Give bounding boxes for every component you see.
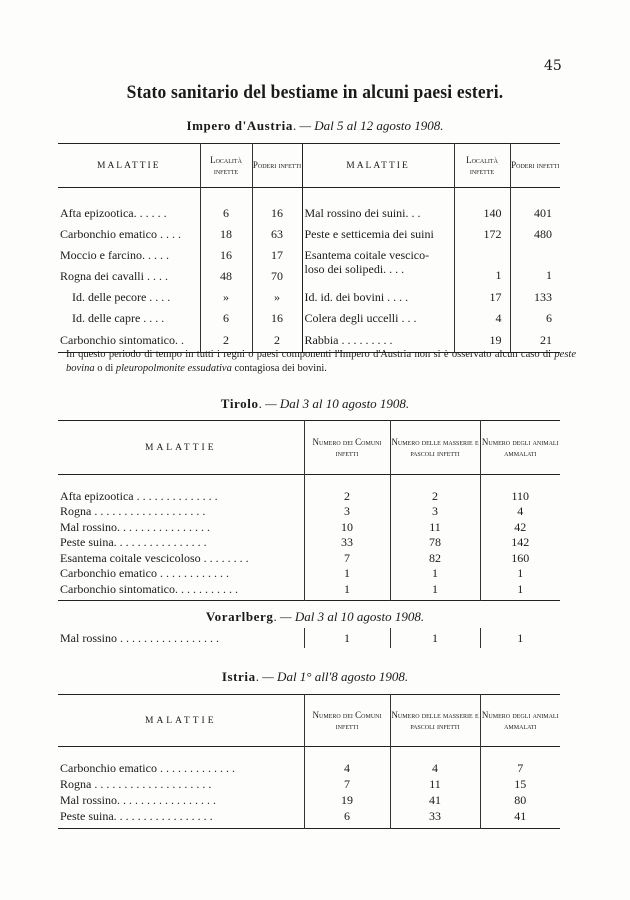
poderi-value: 63 (252, 224, 302, 245)
localita-value: 17 (454, 287, 510, 308)
table-row (58, 504, 560, 520)
tirolo-header-comuni: Numero dei Comuni infetti (304, 421, 390, 475)
table-row (58, 793, 560, 809)
vorarlberg-section-title: Vorarlberg. — Dal 3 al 10 agosto 1908. (205, 609, 425, 624)
disease-name: Mal rossino. . . . . . . . . . . . . . . . (60, 519, 210, 534)
tirolo-header-malattie: MALATTIE (145, 442, 217, 453)
table-row (58, 535, 560, 551)
disease-name: Mal rossino. . . . . . . . . . . . . . . . . (60, 793, 216, 807)
masserie-value: 11 (390, 777, 480, 793)
istria-header-comuni: Numero dei Comuni infetti (304, 695, 390, 747)
table-row (58, 520, 560, 536)
poderi-value: 17 (252, 245, 302, 266)
localita-value: 2 (200, 329, 252, 353)
austria-table (58, 143, 560, 353)
page-title: Stato sanitario del bestiame in alcuni paesi esteri. (126, 82, 504, 103)
localita-value: 6 (200, 308, 252, 329)
comuni-value: 19 (304, 793, 390, 809)
animali-value: 110 (480, 489, 560, 505)
comuni-value: 10 (304, 520, 390, 536)
table-row (58, 628, 560, 648)
animali-value: 1 (480, 628, 560, 648)
disease-name: Peste suina. . . . . . . . . . . . . . . . . (60, 808, 213, 823)
masserie-value: 3 (390, 504, 480, 520)
animali-value: 142 (480, 535, 560, 551)
comuni-value: 2 (304, 489, 390, 505)
localita-value: 48 (200, 266, 252, 287)
poderi-value: 1 (510, 245, 560, 287)
disease-name: Mal rossino dei suini. . . (302, 203, 454, 224)
disease-name: Carbonchio ematico . . . . . . . . . . . . . (60, 761, 235, 775)
masserie-value: 1 (390, 582, 480, 601)
note-text: o di (94, 363, 116, 374)
disease-name: Carbonchio sintomatico. . (60, 332, 184, 347)
disease-name: Colera degli uccelli . . . (302, 308, 454, 329)
istria-table (58, 694, 560, 829)
austria-header-localita-right: Località infette (454, 144, 510, 188)
poderi-value: 401 (510, 203, 560, 224)
masserie-value: 82 (390, 551, 480, 567)
comuni-value: 1 (304, 628, 390, 648)
disease-name: Peste e setticemia dei suini (302, 224, 454, 245)
masserie-value: 4 (390, 761, 480, 777)
istria-country: Istria (221, 669, 256, 684)
disease-name: Rabbia . . . . . . . . . (302, 329, 454, 353)
tirolo-table (58, 420, 560, 601)
istria-dates: — Dal 1° all'8 agosto 1908. (262, 669, 409, 684)
masserie-value: 33 (390, 809, 480, 829)
austria-dates: — Dal 5 al 12 agosto 1908. (299, 118, 444, 133)
disease-name: Id. id. dei bovini . . . . (302, 287, 454, 308)
austria-header-malattie-right: MALATTIE (302, 144, 454, 188)
table-row (58, 777, 560, 793)
page-number: 45 (544, 58, 562, 74)
table-row (58, 489, 560, 505)
table-row (58, 245, 560, 266)
disease-name-line2: loso dei solipedi. . . . (304, 261, 405, 276)
comuni-value: 6 (304, 809, 390, 829)
austria-section-title: Impero d'Austria. — Dal 5 al 12 agosto 1908. (186, 118, 444, 133)
poderi-value: 480 (510, 224, 560, 245)
disease-name: Afta epizootica . . . . . . . . . . . . . . (60, 488, 218, 503)
animali-value: 1 (480, 566, 560, 582)
comuni-value: 7 (304, 551, 390, 567)
animali-value: 7 (480, 761, 560, 777)
table-row (58, 566, 560, 582)
comuni-value: 4 (304, 761, 390, 777)
tirolo-section-title: Tirolo. — Dal 3 al 10 agosto 1908. (220, 396, 410, 411)
comuni-value: 3 (304, 504, 390, 520)
tirolo-header-masserie: Numero delle masserie e pascoli infetti (390, 421, 480, 475)
poderi-value: 21 (510, 329, 560, 353)
localita-value: 16 (200, 245, 252, 266)
tirolo-dates: — Dal 3 al 10 agosto 1908. (265, 396, 410, 411)
disease-name: Moccio e farcino. . . . . (60, 247, 169, 262)
animali-value: 41 (480, 809, 560, 829)
disease-name: Peste suina. . . . . . . . . . . . . . . . (60, 535, 207, 550)
table-row (58, 308, 560, 329)
disease-name: Afta epizootica. . . . . . (60, 205, 167, 220)
poderi-value: 16 (252, 308, 302, 329)
poderi-value: 16 (252, 203, 302, 224)
austria-header-poderi-left: Poderi infetti (252, 144, 302, 188)
table-row (58, 809, 560, 829)
localita-value: 6 (200, 203, 252, 224)
disease-name-line1: Esantema coitale vescico- (304, 247, 430, 262)
disease-name: Rogna . . . . . . . . . . . . . . . . . . . (60, 504, 206, 519)
vorarlberg-country: Vorarlberg (205, 609, 274, 624)
istria-header-malattie: MALATTIE (145, 715, 217, 726)
disease-name: Rogna . . . . . . . . . . . . . . . . . . . . (60, 777, 212, 791)
austria-country: Impero d'Austria (186, 118, 293, 133)
animali-value: 42 (480, 520, 560, 536)
animali-value: 15 (480, 777, 560, 793)
istria-section-title: Istria. — Dal 1° all'8 agosto 1908. (221, 669, 409, 684)
istria-header-animali: Numero degli animali ammalati (480, 695, 560, 747)
localita-value: 172 (454, 224, 510, 245)
localita-value: 140 (454, 203, 510, 224)
disease-name: Id. delle pecore . . . . (72, 289, 171, 304)
disease-name: Esantema coitale vescicoloso . . . . . . . . (60, 550, 249, 565)
animali-value: 160 (480, 551, 560, 567)
note-italic-pleuropolmonite: pleuropolmonite essudativa (115, 363, 232, 374)
note-text: In questo periodo di tempo in tutti i regni o paesi componenti l'Impero d'Austria non si è osservato alcun caso di (66, 349, 555, 360)
disease-name: Carbonchio ematico . . . . . . . . . . . . (60, 566, 229, 581)
masserie-value: 11 (390, 520, 480, 536)
vorarlberg-dates: — Dal 3 al 10 agosto 1908. (280, 609, 425, 624)
table-row (58, 203, 560, 224)
note-text: contagiosa dei bovini. (231, 363, 327, 374)
localita-value: 4 (454, 308, 510, 329)
masserie-value: 41 (390, 793, 480, 809)
localita-value: 18 (200, 224, 252, 245)
masserie-value: 1 (390, 566, 480, 582)
disease-name: Rogna dei cavalli . . . . (60, 268, 168, 283)
istria-header-masserie: Numero delle masserie e pascoli infetti (390, 695, 480, 747)
localita-value: 1 (454, 245, 510, 287)
tirolo-country: Tirolo (220, 396, 259, 411)
poderi-value: 133 (510, 287, 560, 308)
comuni-value: 1 (304, 566, 390, 582)
masserie-value: 2 (390, 489, 480, 505)
poderi-value: » (252, 287, 302, 308)
vorarlberg-table (58, 628, 560, 648)
animali-value: 1 (480, 582, 560, 601)
masserie-value: 1 (390, 628, 480, 648)
table-row (58, 761, 560, 777)
comuni-value: 7 (304, 777, 390, 793)
localita-value: » (200, 287, 252, 308)
austria-note (66, 348, 576, 376)
table-row (58, 224, 560, 245)
animali-value: 4 (480, 504, 560, 520)
masserie-value: 78 (390, 535, 480, 551)
disease-name: Carbonchio ematico . . . . (60, 226, 181, 241)
austria-header-localita-left: Località infette (200, 144, 252, 188)
localita-value: 19 (454, 329, 510, 353)
table-row (58, 287, 560, 308)
table-row (58, 582, 560, 601)
poderi-value: 6 (510, 308, 560, 329)
poderi-value: 2 (252, 329, 302, 353)
comuni-value: 1 (304, 582, 390, 601)
austria-header-malattie-left: MALATTIE (97, 160, 161, 171)
poderi-value: 70 (252, 266, 302, 287)
disease-name: Carbonchio sintomatico. . . . . . . . . . . (60, 581, 238, 596)
disease-name (302, 245, 454, 287)
comuni-value: 33 (304, 535, 390, 551)
note-italic-peste-bovina: peste bovina (66, 349, 576, 374)
table-row (58, 551, 560, 567)
animali-value: 80 (480, 793, 560, 809)
austria-header-poderi-right: Poderi infetti (510, 144, 560, 188)
tirolo-header-animali: Numero degli animali ammalati (480, 421, 560, 475)
disease-name: Mal rossino . . . . . . . . . . . . . . . . . (60, 630, 219, 645)
disease-name: Id. delle capre . . . . (72, 310, 165, 325)
